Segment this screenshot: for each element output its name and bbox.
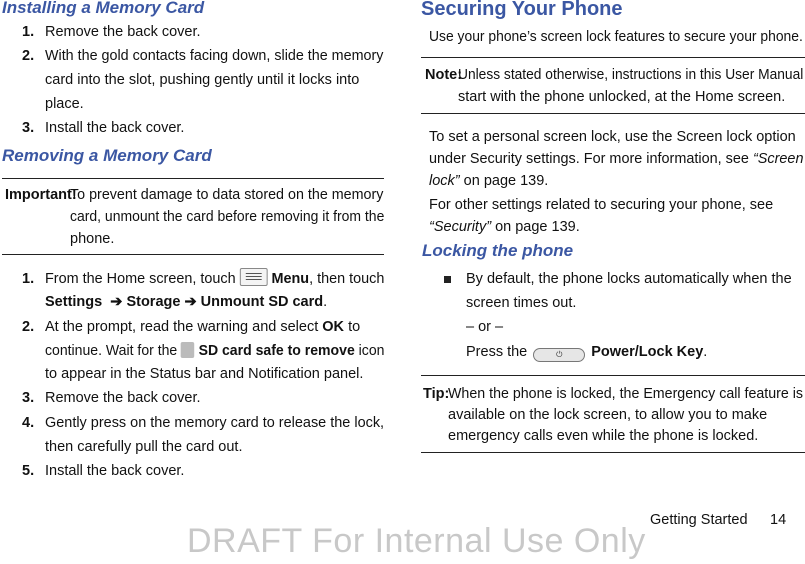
draft-watermark: DRAFT For Internal Use Only	[187, 522, 646, 560]
note-label: Note:	[425, 67, 463, 83]
note-text: start with the phone unlocked, at the Home screen.	[458, 89, 786, 105]
press-text: Press the ⏻ Power/Lock Key.	[466, 344, 708, 360]
step-text: to appear in the Status bar and Notification panel.	[45, 366, 364, 382]
important-bottom-rule	[2, 254, 384, 255]
step-text: card into the slot, pushing gently until it locks into	[45, 72, 360, 88]
step-text: Install the back cover.	[45, 463, 185, 479]
menu-icon	[240, 268, 268, 286]
step-number: 4.	[22, 415, 35, 431]
step-text: Settings ➔ Storage ➔ Unmount SD card.	[45, 294, 328, 310]
tip-bottom-rule	[421, 452, 805, 453]
step-number: 1.	[22, 24, 35, 40]
remove-heading: Removing a Memory Card	[2, 146, 212, 165]
bullet-text: By default, the phone locks automatically when the	[466, 271, 792, 287]
section-heading: Securing Your Phone	[421, 0, 623, 20]
footer-section: Getting Started	[650, 512, 748, 528]
step-number: 3.	[22, 120, 35, 136]
arrow-icon: ➔	[184, 294, 197, 310]
step-text: Gently press on the memory card to release the lock,	[45, 415, 385, 431]
paragraph-text: For other settings related to securing your phone, see	[429, 197, 774, 213]
important-text: card, unmount the card before removing it from the	[70, 209, 385, 225]
important-label: Important!	[5, 187, 77, 203]
sub-heading: Locking the phone	[422, 241, 574, 260]
power-key-icon: ⏻	[533, 348, 585, 362]
step-number: 2.	[22, 48, 35, 64]
install-heading: Installing a Memory Card	[2, 0, 205, 17]
important-text: To prevent damage to data stored on the memory	[70, 187, 384, 203]
arrow-icon: ➔	[110, 294, 123, 310]
step-number: 5.	[22, 463, 35, 479]
tip-label: Tip:	[423, 386, 450, 402]
tip-text: emergency calls even while the phone is locked.	[448, 428, 759, 444]
step-text: At the prompt, read the warning and select OK to	[45, 319, 361, 335]
step-text: Install the back cover.	[45, 120, 185, 136]
step-number: 2.	[22, 319, 35, 335]
note-top-rule	[421, 57, 805, 58]
note-text: Unless stated otherwise, instructions in this User Manual	[458, 67, 804, 83]
step-text: continue. Wait for the SD card safe to remove icon	[45, 343, 385, 359]
paragraph-text: To set a personal screen lock, use the Screen lock option	[429, 129, 796, 145]
step-number: 1.	[22, 271, 35, 287]
note-bottom-rule	[421, 113, 805, 114]
intro-text: Use your phone’s screen lock features to secure your phone.	[429, 29, 803, 45]
step-text: Remove the back cover.	[45, 24, 201, 40]
step-text: Remove the back cover.	[45, 390, 201, 406]
important-text: phone.	[70, 231, 115, 247]
tip-text: available on the lock screen, to allow you to make	[448, 407, 768, 423]
step-text: From the Home screen, touch Menu, then touch	[45, 268, 384, 291]
paragraph-text: “Security” on page 139.	[429, 219, 580, 235]
tip-top-rule	[421, 375, 805, 376]
paragraph-text: lock” on page 139.	[429, 173, 549, 189]
sd-card-icon	[181, 342, 195, 358]
step-text: place.	[45, 96, 84, 112]
step-text: With the gold contacts facing down, slide the memory	[45, 48, 384, 64]
bullet-text: screen times out.	[466, 295, 577, 311]
or-text: – or –	[466, 319, 504, 335]
step-text: then carefully pull the card out.	[45, 439, 243, 455]
step-number: 3.	[22, 390, 35, 406]
paragraph-text: under Security settings. For more information, see “Screen	[429, 151, 804, 167]
bullet-icon	[444, 276, 451, 283]
page-number: 14	[770, 512, 787, 528]
important-top-rule	[2, 178, 384, 179]
tip-text: When the phone is locked, the Emergency call feature is	[448, 386, 804, 402]
